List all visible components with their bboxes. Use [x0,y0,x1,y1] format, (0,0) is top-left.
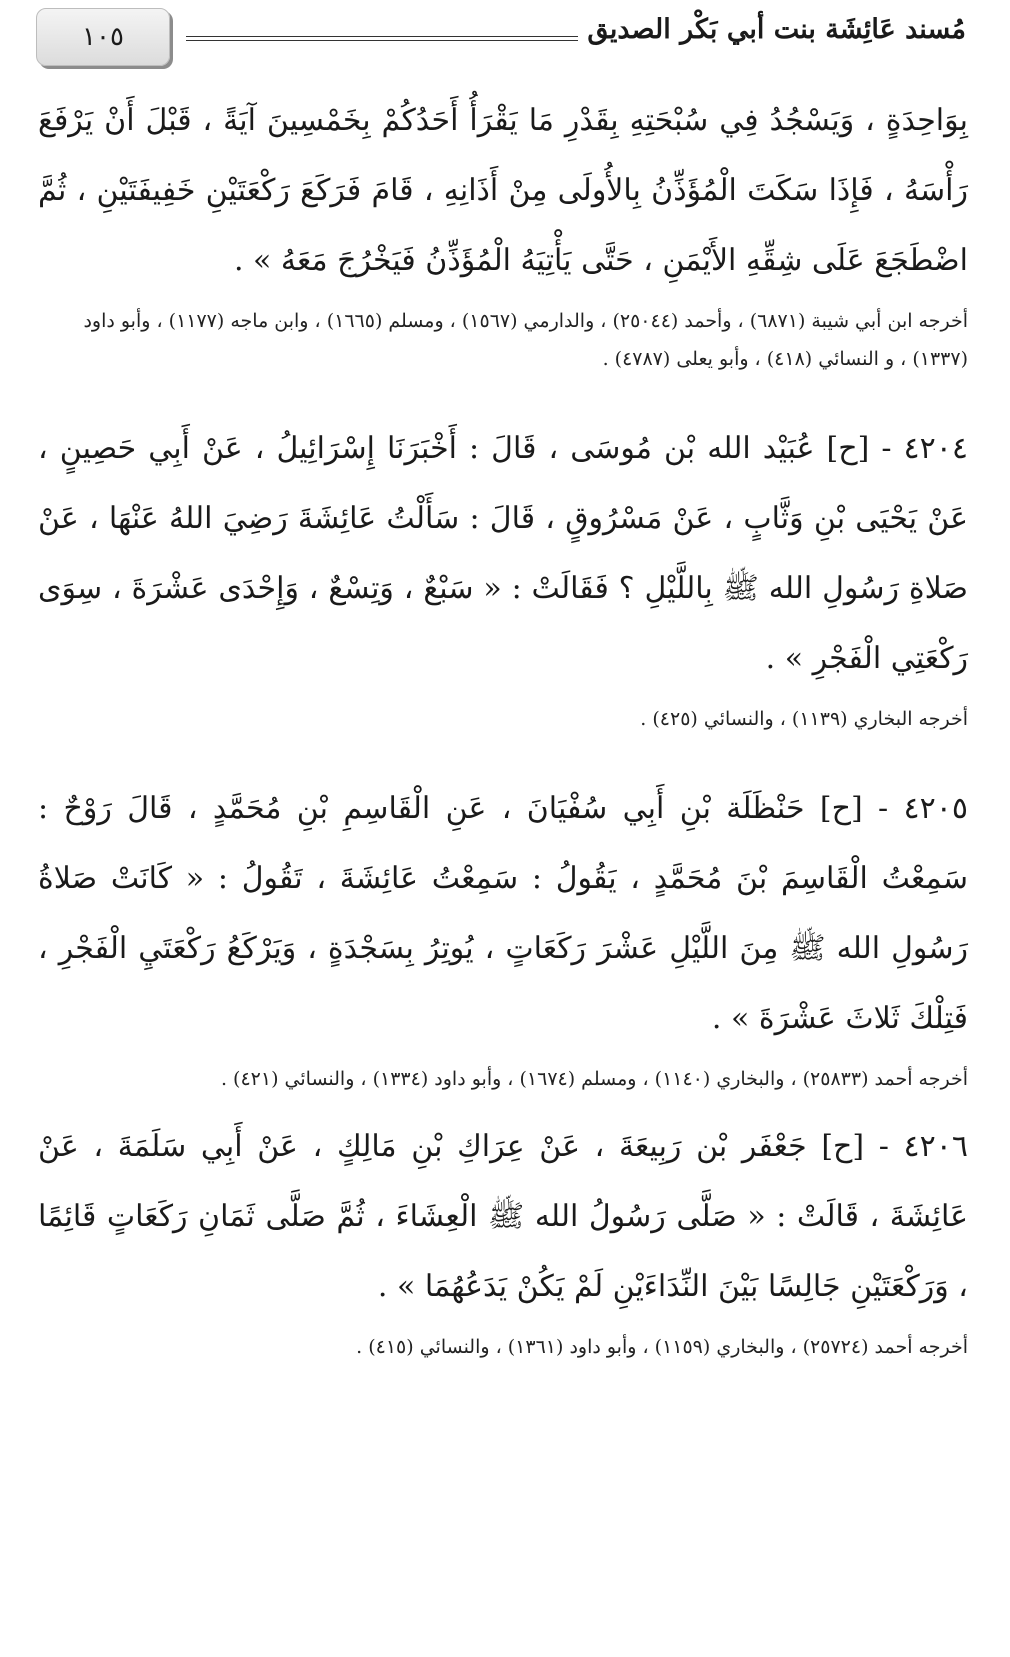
hadith-footnote: أخرجه البخاري (١١٣٩) ، والنسائي (٤٢٥) . [640,708,968,730]
running-title: مُسند عَائِشَة بنت أبي بَكْر الصديق [587,14,966,45]
hadith-4205: ٤٢٠٥ - [ح] حَنْظَلَة بْنِ أَبِي سُفْيَانَ ، عَنِ الْقَاسِمِ بْنِ مُحَمَّدٍ ، قَالَ رَوْحٌ : سَمِعْتُ الْقَاسِمَ بْنَ مُحَمَّدٍ ، يَقُولُ : سَمِعْتُ عَائِشَةَ ، تَقُولُ : « كَانَتْ صَلاةُ رَسُولِ الله ﷺ مِنَ اللَّيْلِ عَشْرَ رَكَعَاتٍ ، يُوتِرُ بِسَجْدَةٍ ، وَيَرْكَعُ رَكْعَتَيِ الْفَجْرِ ، فَتِلْكَ ثَلاثَ عَشْرَةَ » . [38,791,968,1036]
hadith-text-continued: بِوَاحِدَةٍ ، وَيَسْجُدُ فِي سُبْحَتِهِ بِقَدْرِ مَا يَقْرَأُ أَحَدُكُمْ بِخَمْسِينَ آيَةً ، قَبْلَ أَنْ يَرْفَعَ رَأْسَهُ ، فَإِذَا سَكَتَ الْمُؤَذِّنُ بِالأُولَى مِنْ أَذَانِهِ ، قَامَ فَرَكَعَ رَكْعَتَيْنِ خَفِيفَتَيْنِ ، ثُمَّ اضْطَجَعَ عَلَى شِقِّهِ الأَيْمَنِ ، حَتَّى يَأْتِيَهُ الْمُؤَذِّنُ فَيَخْرُجَ مَعَهُ » . [38,103,968,278]
page-number: ١٠٥ [36,8,170,66]
hadith-footnote: أخرجه ابن أبي شيبة (٦٨٧١) ، وأحمد (٢٥٠٤٤) ، والدارمي (١٥٦٧) ، ومسلم (١٦٦٥) ، وابن ماجه (١١٧٧) ، وأبو داود (١٣٣٧) ، و النسائي (٤١٨) ، وأبو يعلى (٤٧٨٧) . [83,310,968,370]
page-body [38,86,968,1366]
hadith-4204: ٤٢٠٤ - [ح] عُبَيْد الله بْن مُوسَى ، قَالَ : أَخْبَرَنَا إِسْرَائِيلُ ، عَنْ أَبِي حَصِينٍ ، عَنْ يَحْيَى بْنِ وَثَّابٍ ، عَنْ مَسْرُوقٍ ، قَالَ : سَأَلْتُ عَائِشَةَ رَضِيَ اللهُ عَنْهَا ، عَنْ صَلاةِ رَسُولِ الله ﷺ بِاللَّيْلِ ؟ فَقَالَتْ : « سَبْعٌ ، وَتِسْعٌ ، وَإِحْدَى عَشْرَةَ ، سِوَى رَكْعَتِي الْفَجْرِ » . [38,431,968,676]
hadith-footnote: أخرجه أحمد (٢٥٧٢٤) ، والبخاري (١١٥٩) ، وأبو داود (١٣٦١) ، والنسائي (٤١٥) . [356,1336,968,1358]
header-rule [186,36,578,41]
page-header [36,8,966,68]
hadith-4206: ٤٢٠٦ - [ح] جَعْفَر بْن رَبِيعَةَ ، عَنْ عِرَاكِ بْنِ مَالِكٍ ، عَنْ أَبِي سَلَمَةَ ، عَنْ عَائِشَةَ ، قَالَتْ : « صَلَّى رَسُولُ الله ﷺ الْعِشَاءَ ، ثُمَّ صَلَّى ثَمَانِ رَكَعَاتٍ قَائِمًا ، وَرَكْعَتَيْنِ جَالِسًا بَيْنَ النِّدَاءَيْنِ لَمْ يَكُنْ يَدَعُهُمَا » . [38,1129,968,1304]
hadith-footnote: أخرجه أحمد (٢٥٨٣٣) ، والبخاري (١١٤٠) ، ومسلم (١٦٧٤) ، وأبو داود (١٣٣٤) ، والنسائي (٤٢١) . [220,1068,968,1090]
